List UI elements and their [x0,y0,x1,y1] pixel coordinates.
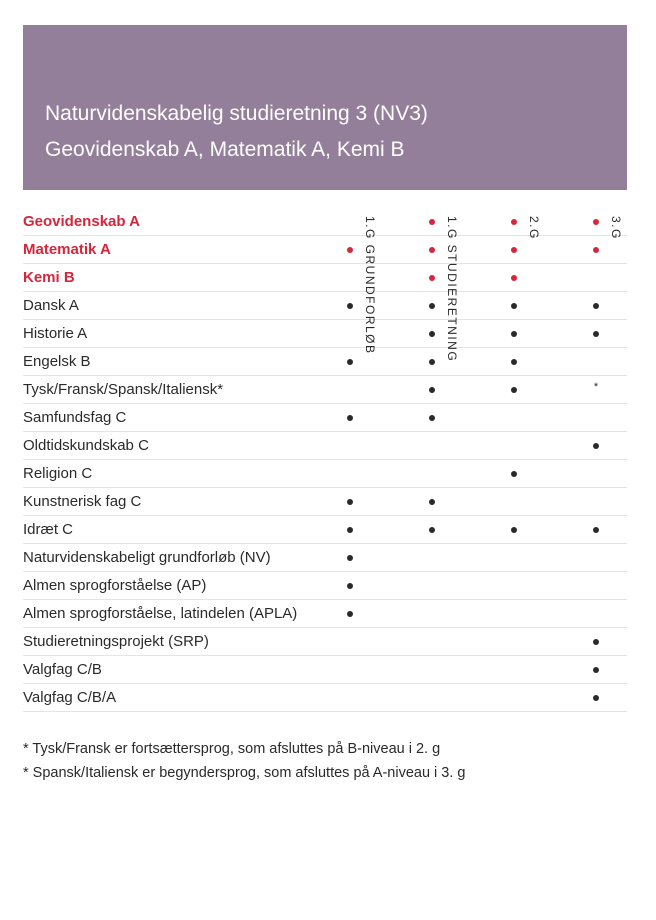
page-subtitle: Geovidenskab A, Matematik A, Kemi B [45,138,405,161]
subject-label: Engelsk B [23,353,91,370]
bullet-mark [347,247,353,253]
subject-label: Studieretningsprojekt (SRP) [23,633,209,650]
bullet-mark [347,415,353,421]
bullet-mark [511,247,517,253]
table-row [23,236,627,264]
bullet-mark [511,359,517,365]
mark-cell [504,348,524,376]
footnote: * Tysk/Fransk er fortsættersprog, som afsluttes på B-niveau i 2. g [23,741,441,757]
mark-cell [340,236,360,264]
bullet-mark [511,303,517,309]
subject-label: Religion C [23,465,93,482]
mark-cell [340,544,360,572]
table-row [23,488,627,516]
bullet-mark [511,331,517,337]
mark-cell [504,208,524,236]
mark-cell [586,684,606,712]
mark-cell [504,292,524,320]
bullet-mark [593,331,599,337]
table-row [23,544,627,572]
bullet-mark [347,359,353,365]
bullet-mark [593,443,599,449]
subject-label: Kemi B [23,269,75,286]
subject-label: Oldtidskundskab C [23,437,149,454]
mark-cell [340,488,360,516]
mark-cell [504,460,524,488]
column-header-2g: 2.G [527,216,541,240]
table-row [23,264,627,292]
bullet-mark [429,275,435,281]
mark-cell [586,516,606,544]
mark-cell [586,432,606,460]
bullet-mark [429,387,435,393]
bullet-mark [429,527,435,533]
mark-cell [340,516,360,544]
bullet-mark [593,667,599,673]
mark-cell [422,348,442,376]
mark-cell [586,628,606,656]
bullet-mark [593,247,599,253]
bullet-mark [511,527,517,533]
column-header-1g-studieretning: 1.G STUDIERETNING [445,216,459,363]
bullet-mark [593,695,599,701]
subject-label: Naturvidenskabeligt grundforløb (NV) [23,549,271,566]
mark-cell [586,376,606,404]
subject-label: Valgfag C/B/A [23,689,117,706]
page-title: Naturvidenskabelig studieretning 3 (NV3) [45,102,428,125]
bullet-mark [429,359,435,365]
mark-cell [504,236,524,264]
bullet-mark [429,247,435,253]
bullet-mark [511,219,517,225]
footnote: * Spansk/Italiensk er begyndersprog, som afsluttes på A-niveau i 3. g [23,765,466,781]
mark-cell [586,320,606,348]
mark-cell [586,236,606,264]
subject-label: Almen sprogforståelse, latindelen (APLA) [23,605,298,622]
bullet-mark [593,527,599,533]
column-header-3g: 3.G [609,216,623,240]
subject-label: Geovidenskab A [23,213,140,230]
asterisk-mark: * [593,381,599,393]
bullet-mark [429,499,435,505]
column-header-1g-grundforlob: 1.G GRUNDFORLØB [363,216,377,355]
bullet-mark [511,387,517,393]
mark-cell [340,600,360,628]
mark-cell [504,264,524,292]
subject-label: Valgfag C/B [23,661,102,678]
table-row [23,572,627,600]
bullet-mark [593,219,599,225]
subject-label: Tysk/Fransk/Spansk/Italiensk* [23,381,224,398]
mark-cell [586,656,606,684]
mark-cell [422,488,442,516]
table-row [23,432,627,460]
bullet-mark [429,303,435,309]
bullet-mark [429,331,435,337]
mark-cell [422,404,442,432]
table-row [23,516,627,544]
bullet-mark [593,639,599,645]
bullet-mark [347,555,353,561]
subject-table [23,208,627,712]
table-row [23,460,627,488]
table-row [23,628,627,656]
mark-cell [504,376,524,404]
mark-cell [504,320,524,348]
table-row [23,600,627,628]
header-banner [23,25,627,190]
mark-cell [422,208,442,236]
mark-cell [422,376,442,404]
mark-cell [586,208,606,236]
mark-cell [422,264,442,292]
mark-cell [340,572,360,600]
table-row [23,376,627,404]
table-row [23,684,627,712]
table-row [23,292,627,320]
subject-label: Historie A [23,325,88,342]
bullet-mark [429,219,435,225]
mark-cell [422,320,442,348]
mark-cell [340,404,360,432]
bullet-mark [511,275,517,281]
mark-cell [504,516,524,544]
mark-cell [586,292,606,320]
bullet-mark [511,471,517,477]
footnotes [23,737,466,785]
subject-label: Idræt C [23,521,74,538]
table-row [23,320,627,348]
subject-label: Kunstnerisk fag C [23,493,142,510]
bullet-mark [347,583,353,589]
subject-label: Almen sprogforståelse (AP) [23,577,207,594]
mark-cell [340,292,360,320]
mark-cell [340,348,360,376]
bullet-mark [429,415,435,421]
bullet-mark [593,303,599,309]
table-row [23,656,627,684]
subject-label: Matematik A [23,241,111,258]
bullet-mark [347,527,353,533]
table-row [23,348,627,376]
subject-label: Samfundsfag C [23,409,127,426]
mark-cell [422,516,442,544]
mark-cell [422,292,442,320]
mark-cell [422,236,442,264]
bullet-mark [347,303,353,309]
bullet-mark [347,499,353,505]
table-row [23,404,627,432]
subject-label: Dansk A [23,297,79,314]
bullet-mark [347,611,353,617]
